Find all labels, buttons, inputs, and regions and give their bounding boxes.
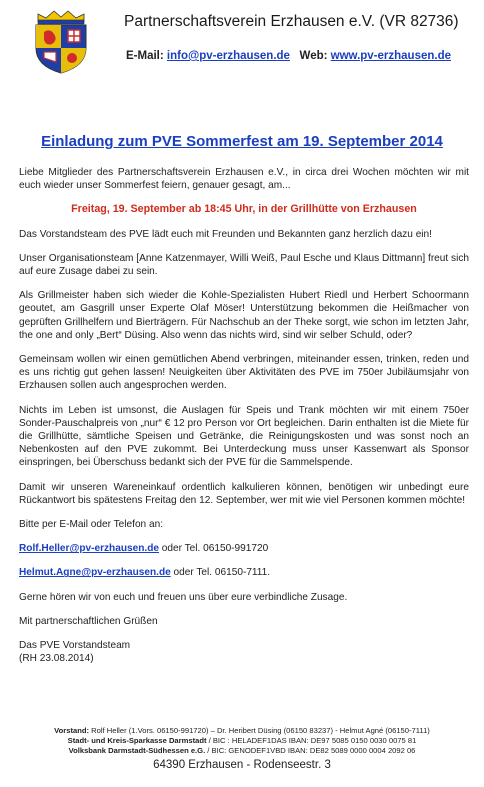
board-members: Rolf Heller (1.Vors. 06150-991720) – Dr. Heribert Düsing (06150 83237) - Helmut Agné (06150-7111) [89, 726, 430, 735]
contact-rolf [19, 542, 469, 555]
board-label: Vorstand: [54, 726, 90, 735]
postal-address: 64390 Erzhausen - Rodenseestr. 3 [153, 759, 331, 771]
closing-line: Gerne hören wir von euch und freuen uns über eure verbindliche Zusage. [19, 591, 348, 603]
contact-helmut [19, 566, 469, 579]
evening-paragraph: Gemeinsam wollen wir einen gemütlichen Abend verbringen, miteinander essen, trinken, reden und es uns richtig gut gehen lassen! Neuigkeiten über Aktivitäten des PVE im 750er Jubiläumsjahr von Erzhausen sollen auch angesprochen werden. [19, 354, 469, 392]
rolf-email-link[interactable]: Rolf.Heller@pv-erzhausen.de [19, 543, 159, 555]
signature-team: Das PVE Vorstandsteam [19, 640, 131, 652]
bank2-name: Volksbank Darmstadt-Südhessen e.G. [68, 746, 206, 755]
bank2-details: / BIC: GENODEF1VBD IBAN: DE82 5089 0000 0004 2092 06 [205, 746, 416, 755]
rsvp-paragraph: Damit wir unseren Wareneinkauf ordentlich kalkulieren können, benötigen wir unbedingt eure Rückantwort bis spätestens Freitag den 12. September, wer mit wie viel Personen kommen möchte! [19, 481, 469, 506]
organization-name: Partnerschaftsverein Erzhausen e.V. (VR 82736) [124, 13, 459, 30]
helmut-phone: oder Tel. 06150-7111. [170, 567, 271, 579]
footer [0, 726, 484, 773]
org-email-link[interactable]: info@pv-erzhausen.de [166, 50, 290, 62]
invitation-title: Einladung zum PVE Sommerfest am 19. September 2014 [41, 133, 443, 150]
intro-paragraph: Liebe Mitglieder des Partnerschaftsverein Erzhausen e.V., in circa drei Wochen möchten wir mit euch wieder unser Sommerfest feiern, genauer gesagt, am... [19, 167, 469, 192]
bank1-details: / BIC : HELADEF1DAS IBAN: DE97 5085 0150 0030 0075 81 [206, 736, 417, 745]
grill-masters-paragraph: Als Grillmeister haben sich wieder die Kohle-Spezialisten Hubert Riedl und Herbert Schoormann geoutet, am Gasgrill unser Experte Olaf Möser! Unterstützung bekommen die Heißmacher von geprüften Grillhelfern und Bierträgern. Für Nachschub an der Theke sorgt, wie schon im letzten Jahr, the one and only „Bert“ Düsing. Also wenn das nichts wird, sind wir selber Schuld, oder? [19, 290, 469, 341]
helmut-email-link[interactable]: Helmut.Agne@pv-erzhausen.de [19, 567, 171, 579]
letter-body [19, 166, 469, 665]
contact-line [126, 50, 451, 62]
web-label: Web: [299, 50, 328, 62]
cost-paragraph: Nichts im Leben ist umsonst, die Auslagen für Speis und Trank möchten wir mit einem 750er Sonder-Pauschalpreis von „nur“ € 12 pro Person vor Ort begleichen. Darin enthalten ist die Miete für die Grillhütte, sämtliche Speisen und Getränke, die Reinigungskosten und was sonst noch an Nebenkosten auf den PVE zukommt. Bei Unterdeckung muss unser Kassenwart als Sponsor einspringen, bei Überschuss bedankt sich der PVE für die Sammelspende. [19, 404, 469, 469]
bank-line-2 [0, 746, 484, 756]
email-label: E-Mail: [126, 50, 164, 62]
signature-date: (RH 23.08.2014) [19, 653, 94, 665]
coat-of-arms-logo [30, 8, 92, 74]
contact-request: Bitte per E-Mail oder Telefon an: [19, 519, 164, 531]
bank-line-1 [0, 736, 484, 746]
invitation-paragraph: Das Vorstandsteam des PVE lädt euch mit Freunden und Bekannten ganz herzlich dazu ein! [19, 228, 432, 240]
event-date-line: Freitag, 19. September ab 18:45 Uhr, in der Grillhütte von Erzhausen [71, 203, 417, 216]
signature-block [19, 639, 469, 665]
greeting-line: Mit partnerschaftlichen Grüßen [19, 615, 158, 627]
board-line [0, 726, 484, 736]
rolf-phone: oder Tel. 06150-991720 [158, 543, 269, 555]
organizers-paragraph: Unser Organisationsteam [Anne Katzenmayer, Willi Weiß, Paul Esche und Klaus Dittmann] freut sich auf eure Zusage dabei zu sein. [19, 252, 469, 278]
org-web-link[interactable]: www.pv-erzhausen.de [330, 50, 452, 62]
letterhead [0, 0, 484, 80]
bank1-name: Stadt- und Kreis-Sparkasse Darmstadt [67, 736, 207, 745]
